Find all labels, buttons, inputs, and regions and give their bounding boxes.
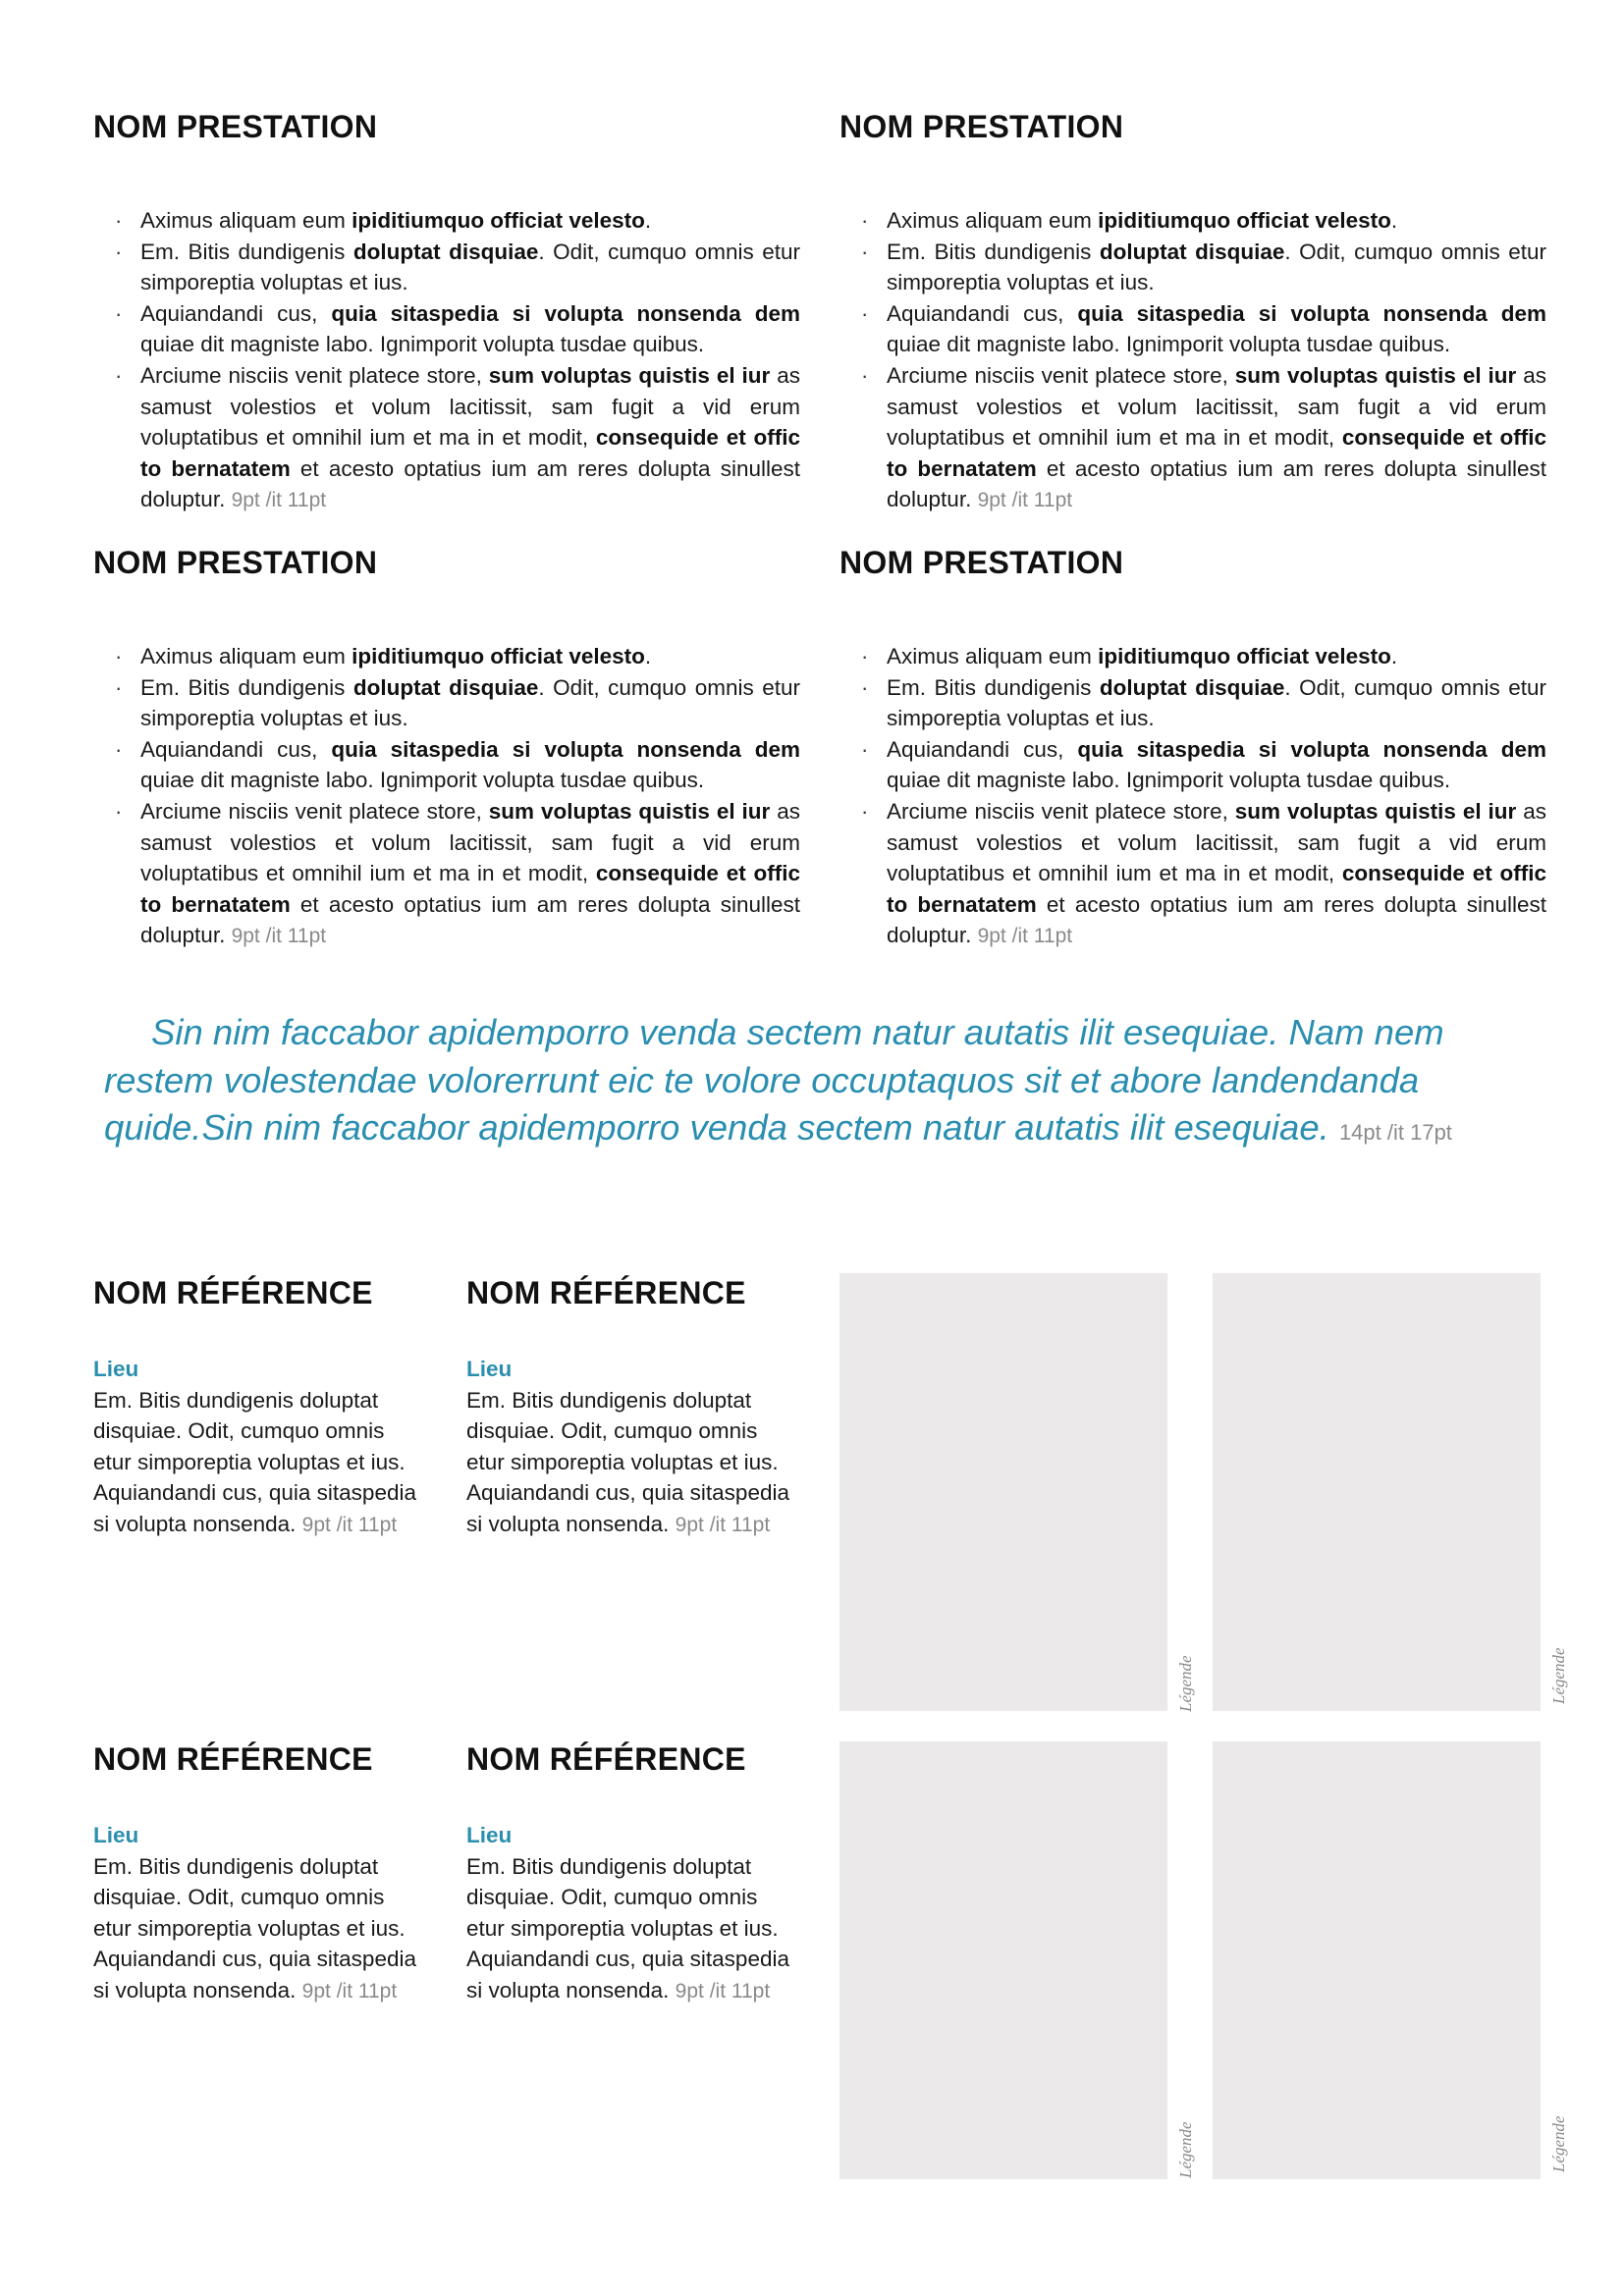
list-item: · Em. Bitis dundigenis doluptat disquiae. Odit, cumquo omnis etur simporeptia voluptas et ius. — [861, 674, 1546, 731]
list-item: · Arciume nisciis venit platece store, sum voluptas quistis el iur as samust volestios et volum lacitissit, sam fugit a vid erum voluptatibus et omnihil ium et ma in et modit, consequide et offic to bernatatem et acesto optatius ium am reres dolupta sinullest doluptur. 9pt /it 11pt — [115, 798, 801, 948]
prestation-block — [93, 547, 800, 952]
reference-location: Lieu — [466, 1357, 513, 1381]
list-item: · Arciume nisciis venit platece store, sum voluptas quistis el iur as samust volestios et volum lacitissit, sam fugit a vid erum voluptatibus et omnihil ium et ma in et modit, consequide et offic to bernatatem et acesto optatius ium am reres dolupta sinullest doluptur. 9pt /it 11pt — [861, 798, 1547, 948]
photo-caption: Légende — [1549, 1647, 1568, 1704]
prestation-block — [839, 111, 1546, 516]
photo-placeholder — [839, 1273, 1167, 1711]
reference-body: Em. Bitis dundigenis doluptat disquiae. Odit, cumquo omnis etur simporeptia voluptas et ius. Aquiandandi cus, quia sitaspedia si volupta nonsenda. 9pt /it 11pt — [93, 1853, 416, 2002]
reference-location: Lieu — [466, 1823, 513, 1847]
pull-quote-text: Sin nim faccabor apidemporro venda sectem natur autatis ilit esequiae. Nam nem restem volestendae volorerrunt eic te volore occuptaquos sit et abore landendanda quide.Sin nim faccabor apidemporro venda sectem natur autatis ilit esequiae. — [104, 1012, 1444, 1148]
size-note: 9pt /it 11pt — [977, 489, 1073, 512]
reference-location: Lieu — [93, 1357, 139, 1381]
prestation-block — [839, 547, 1546, 952]
reference-title: NOM RÉFÉRENCE — [466, 1275, 746, 1310]
prestation-title: NOM PRESTATION — [93, 109, 378, 144]
reference-body: Em. Bitis dundigenis doluptat disquiae. Odit, cumquo omnis etur simporeptia voluptas et ius. Aquiandandi cus, quia sitaspedia si volupta nonsenda. 9pt /it 11pt — [93, 1387, 416, 1536]
photo-placeholder — [1213, 1273, 1541, 1711]
size-note: 9pt /it 11pt — [675, 1979, 771, 2002]
list-item: · Em. Bitis dundigenis doluptat disquiae. Odit, cumquo omnis etur simporeptia voluptas et ius. — [861, 239, 1546, 295]
prestation-list — [839, 641, 1546, 952]
list-item: · Aximus aliquam eum ipiditiumquo officiat velesto. — [115, 644, 652, 668]
list-item: · Aquiandandi cus, quia sitaspedia si volupta nonsenda dem quiae dit magniste labo. Ignimporit volupta tusdae quibus. — [115, 736, 800, 793]
photo-placeholder — [839, 1741, 1167, 2179]
reference-body: Em. Bitis dundigenis doluptat disquiae. Odit, cumquo omnis etur simporeptia voluptas et ius. Aquiandandi cus, quia sitaspedia si volupta nonsenda. 9pt /it 11pt — [466, 1853, 789, 2002]
list-item: · Em. Bitis dundigenis doluptat disquiae. Odit, cumquo omnis etur simporeptia voluptas et ius. — [115, 239, 800, 295]
reference-block — [93, 1743, 427, 2007]
size-note: 9pt /it 11pt — [231, 489, 327, 512]
size-note: 9pt /it 11pt — [231, 925, 327, 948]
reference-title: NOM RÉFÉRENCE — [93, 1275, 373, 1310]
reference-title: NOM RÉFÉRENCE — [466, 1741, 746, 1777]
size-note: 9pt /it 11pt — [301, 1513, 398, 1536]
size-note: 14pt /it 17pt — [1338, 1120, 1452, 1145]
list-item: · Aquiandandi cus, quia sitaspedia si volupta nonsenda dem quiae dit magniste labo. Ignimporit volupta tusdae quibus. — [861, 736, 1546, 793]
list-item: · Arciume nisciis venit platece store, sum voluptas quistis el iur as samust volestios et volum lacitissit, sam fugit a vid erum voluptatibus et omnihil ium et ma in et modit, consequide et offic to bernatatem et acesto optatius ium am reres dolupta sinullest doluptur. 9pt /it 11pt — [861, 362, 1547, 512]
photo-placeholder — [1213, 1741, 1541, 2179]
reference-block — [93, 1277, 427, 1541]
photo-caption: Légende — [1176, 2121, 1195, 2178]
prestation-title: NOM PRESTATION — [839, 109, 1124, 144]
list-item: · Aquiandandi cus, quia sitaspedia si volupta nonsenda dem quiae dit magniste labo. Ignimporit volupta tusdae quibus. — [115, 300, 800, 357]
prestation-title: NOM PRESTATION — [93, 545, 378, 580]
list-item: · Aximus aliquam eum ipiditiumquo officiat velesto. — [115, 208, 652, 233]
prestation-title: NOM PRESTATION — [839, 545, 1124, 580]
size-note: 9pt /it 11pt — [675, 1513, 771, 1536]
photo-caption: Légende — [1176, 1655, 1195, 1712]
reference-location: Lieu — [93, 1823, 139, 1847]
reference-block — [466, 1743, 800, 2007]
size-note: 9pt /it 11pt — [301, 1979, 398, 2002]
pull-quote — [104, 1009, 1538, 1157]
list-item: · Aximus aliquam eum ipiditiumquo officiat velesto. — [861, 644, 1398, 668]
reference-title: NOM RÉFÉRENCE — [93, 1741, 373, 1777]
size-note: 9pt /it 11pt — [977, 925, 1073, 948]
list-item: · Aximus aliquam eum ipiditiumquo officiat velesto. — [861, 208, 1398, 233]
prestation-block — [93, 111, 800, 516]
photo-caption: Légende — [1549, 2115, 1568, 2172]
reference-block — [466, 1277, 800, 1541]
prestation-list — [93, 205, 800, 516]
prestation-list — [93, 641, 800, 952]
prestation-list — [839, 205, 1546, 516]
list-item: · Aquiandandi cus, quia sitaspedia si volupta nonsenda dem quiae dit magniste labo. Ignimporit volupta tusdae quibus. — [861, 300, 1546, 357]
list-item: · Arciume nisciis venit platece store, sum voluptas quistis el iur as samust volestios et volum lacitissit, sam fugit a vid erum voluptatibus et omnihil ium et ma in et modit, consequide et offic to bernatatem et acesto optatius ium am reres dolupta sinullest doluptur. 9pt /it 11pt — [115, 362, 801, 512]
reference-body: Em. Bitis dundigenis doluptat disquiae. Odit, cumquo omnis etur simporeptia voluptas et ius. Aquiandandi cus, quia sitaspedia si volupta nonsenda. 9pt /it 11pt — [466, 1387, 789, 1536]
list-item: · Em. Bitis dundigenis doluptat disquiae. Odit, cumquo omnis etur simporeptia voluptas et ius. — [115, 674, 800, 731]
